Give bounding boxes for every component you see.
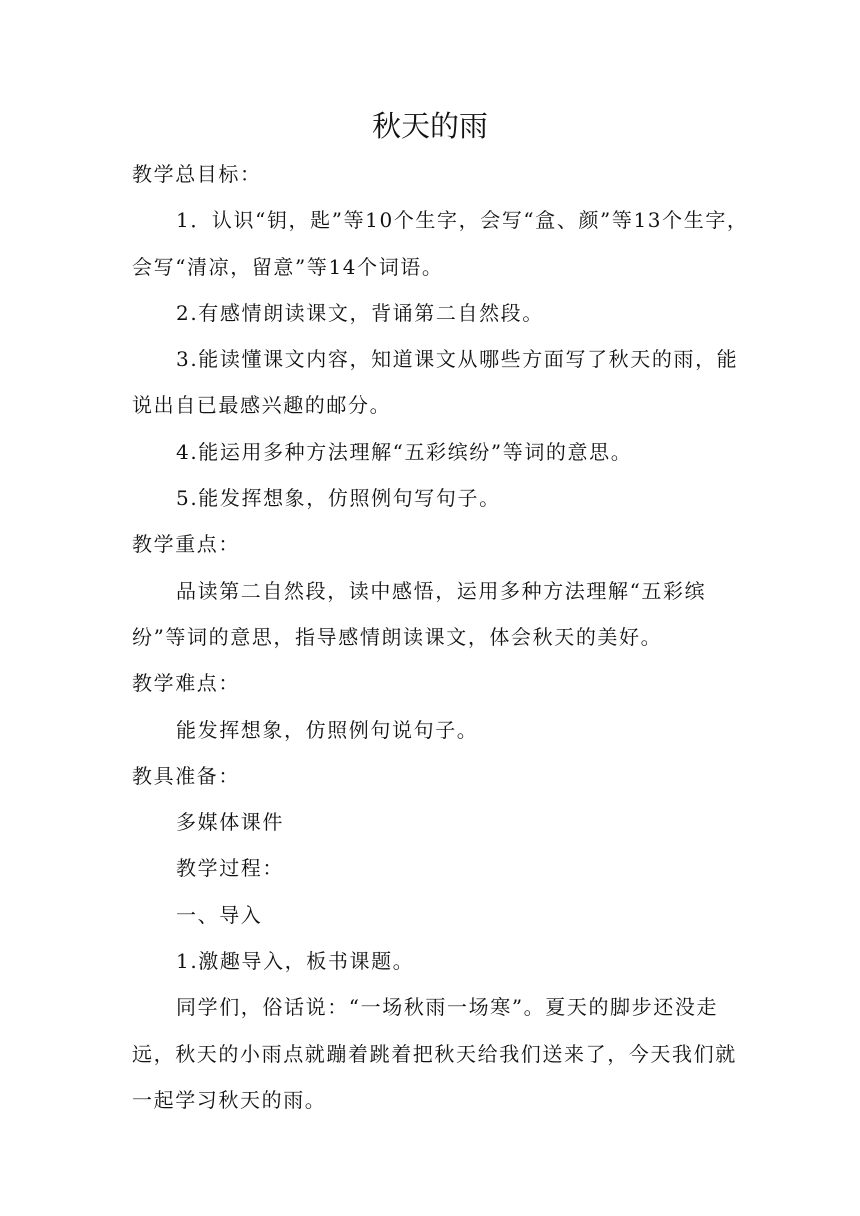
heading-materials: 教具准备： [132, 763, 240, 788]
goal-item-3: 3.能读懂课文内容，知道课文从哪些方面写了秋天的雨，能说出自已最感兴趣的邮分。 [132, 347, 739, 418]
materials-text: 多媒体课件 [176, 810, 284, 835]
section-introduction: 一、导入 [176, 902, 263, 927]
goal-item-1: 1．认识“钥，匙”等10个生字，会写“盒、颜”等13个生字，会写“清凉，留意”等14个词语。 [132, 208, 749, 279]
document-body [132, 151, 752, 1123]
document-title: 秋天的雨 [371, 109, 488, 143]
goal-item-5: 5.能发挥想象，仿照例句写句子。 [176, 486, 501, 511]
goal-item-2: 2.有感情朗读课文，背诵第二自然段。 [176, 300, 544, 325]
difficulties-text: 能发挥想象，仿照例句说句子。 [176, 717, 479, 742]
key-points-text: 品读第二自然段，读中感悟，运用多种方法理解“五彩缤纷”等词的意思，指导感情朗读课文，体会秋天的美好。 [132, 578, 707, 649]
heading-key-points: 教学重点： [132, 532, 240, 557]
process-step-1: 1.激趣导入，板书课题。 [176, 949, 415, 974]
heading-overall-goals: 教学总目标： [132, 162, 262, 186]
heading-process: 教学过程： [176, 856, 284, 881]
intro-paragraph: 同学们，俗话说：“一场秋雨一场寒”。夏天的脚步还没走远，秋天的小雨点就蹦着跳着把秋天给我们送来了，今天我们就一起学习秋天的雨。 [132, 995, 737, 1112]
heading-difficulties: 教学难点： [132, 671, 240, 696]
goal-item-4: 4.能运用多种方法理解“五彩缤纷”等词的意思。 [176, 439, 633, 464]
